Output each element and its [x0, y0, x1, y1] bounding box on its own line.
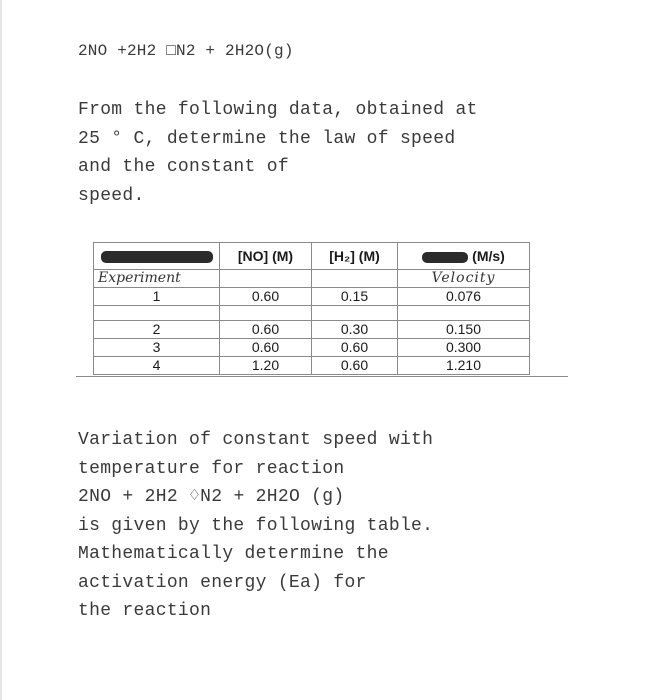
- table-row: [94, 321, 530, 339]
- experiment-number: 1: [94, 288, 220, 306]
- variation-line: temperature for reaction: [78, 458, 345, 479]
- table-row: [94, 357, 530, 375]
- no-value: 0.60: [220, 339, 312, 357]
- variation-line: 2NO + 2H2 ♢N2 + 2H2O (g): [78, 487, 345, 507]
- rate-value: 1.210: [398, 357, 530, 375]
- table-row: [94, 339, 530, 357]
- intro-line: and the constant of: [78, 157, 289, 177]
- variation-line: is given by the following table.: [78, 515, 434, 536]
- experiment-number: 4: [94, 357, 220, 375]
- no-value: 1.20: [220, 357, 312, 375]
- variation-line: Variation of constant speed with: [78, 430, 434, 450]
- handwritten-experiment: Experiment: [94, 270, 220, 288]
- rate-value: 0.076: [398, 288, 530, 306]
- header-no-concentration: [NO] (M): [220, 243, 312, 270]
- intro-line: speed.: [78, 185, 145, 206]
- no-value: 0.60: [220, 288, 312, 306]
- handwritten-velocity: Velocity: [398, 270, 530, 288]
- variation-line: Mathematically determine the: [78, 544, 389, 564]
- scribbled-out-text: [101, 251, 213, 263]
- rate-data-table: [93, 242, 530, 375]
- h2-value: 0.60: [312, 357, 398, 375]
- page-left-edge: [0, 0, 2, 700]
- experiment-number: 3: [94, 339, 220, 357]
- rate-value: 0.300: [398, 339, 530, 357]
- table-spacer-row: [94, 306, 530, 321]
- scribbled-out-text: [422, 252, 468, 263]
- equation-line: 2NO +2H2 □N2 + 2H2O(g): [78, 42, 294, 60]
- table-header-row: [94, 243, 530, 270]
- variation-paragraph: [78, 426, 433, 626]
- header-experiment-cell: [94, 243, 220, 270]
- header-rate-cell: [398, 243, 530, 270]
- intro-line: 25 ° C, determine the law of speed: [78, 128, 456, 149]
- variation-line: activation energy (Ea) for: [78, 572, 367, 593]
- table-baseline-rule: [76, 376, 568, 377]
- header-rate-units: (M/s): [472, 248, 505, 264]
- header-h2-concentration: [H₂] (M): [312, 243, 398, 270]
- table-row: [94, 288, 530, 306]
- empty-cell: [220, 270, 312, 288]
- empty-cell: [312, 270, 398, 288]
- h2-value: 0.30: [312, 321, 398, 339]
- data-table-container: [93, 242, 530, 375]
- intro-paragraph: [78, 96, 478, 210]
- h2-value: 0.15: [312, 288, 398, 306]
- rate-value: 0.150: [398, 321, 530, 339]
- variation-line: the reaction: [78, 601, 212, 621]
- h2-value: 0.60: [312, 339, 398, 357]
- intro-line: From the following data, obtained at: [78, 100, 478, 120]
- experiment-number: 2: [94, 321, 220, 339]
- no-value: 0.60: [220, 321, 312, 339]
- handwritten-row: [94, 270, 530, 288]
